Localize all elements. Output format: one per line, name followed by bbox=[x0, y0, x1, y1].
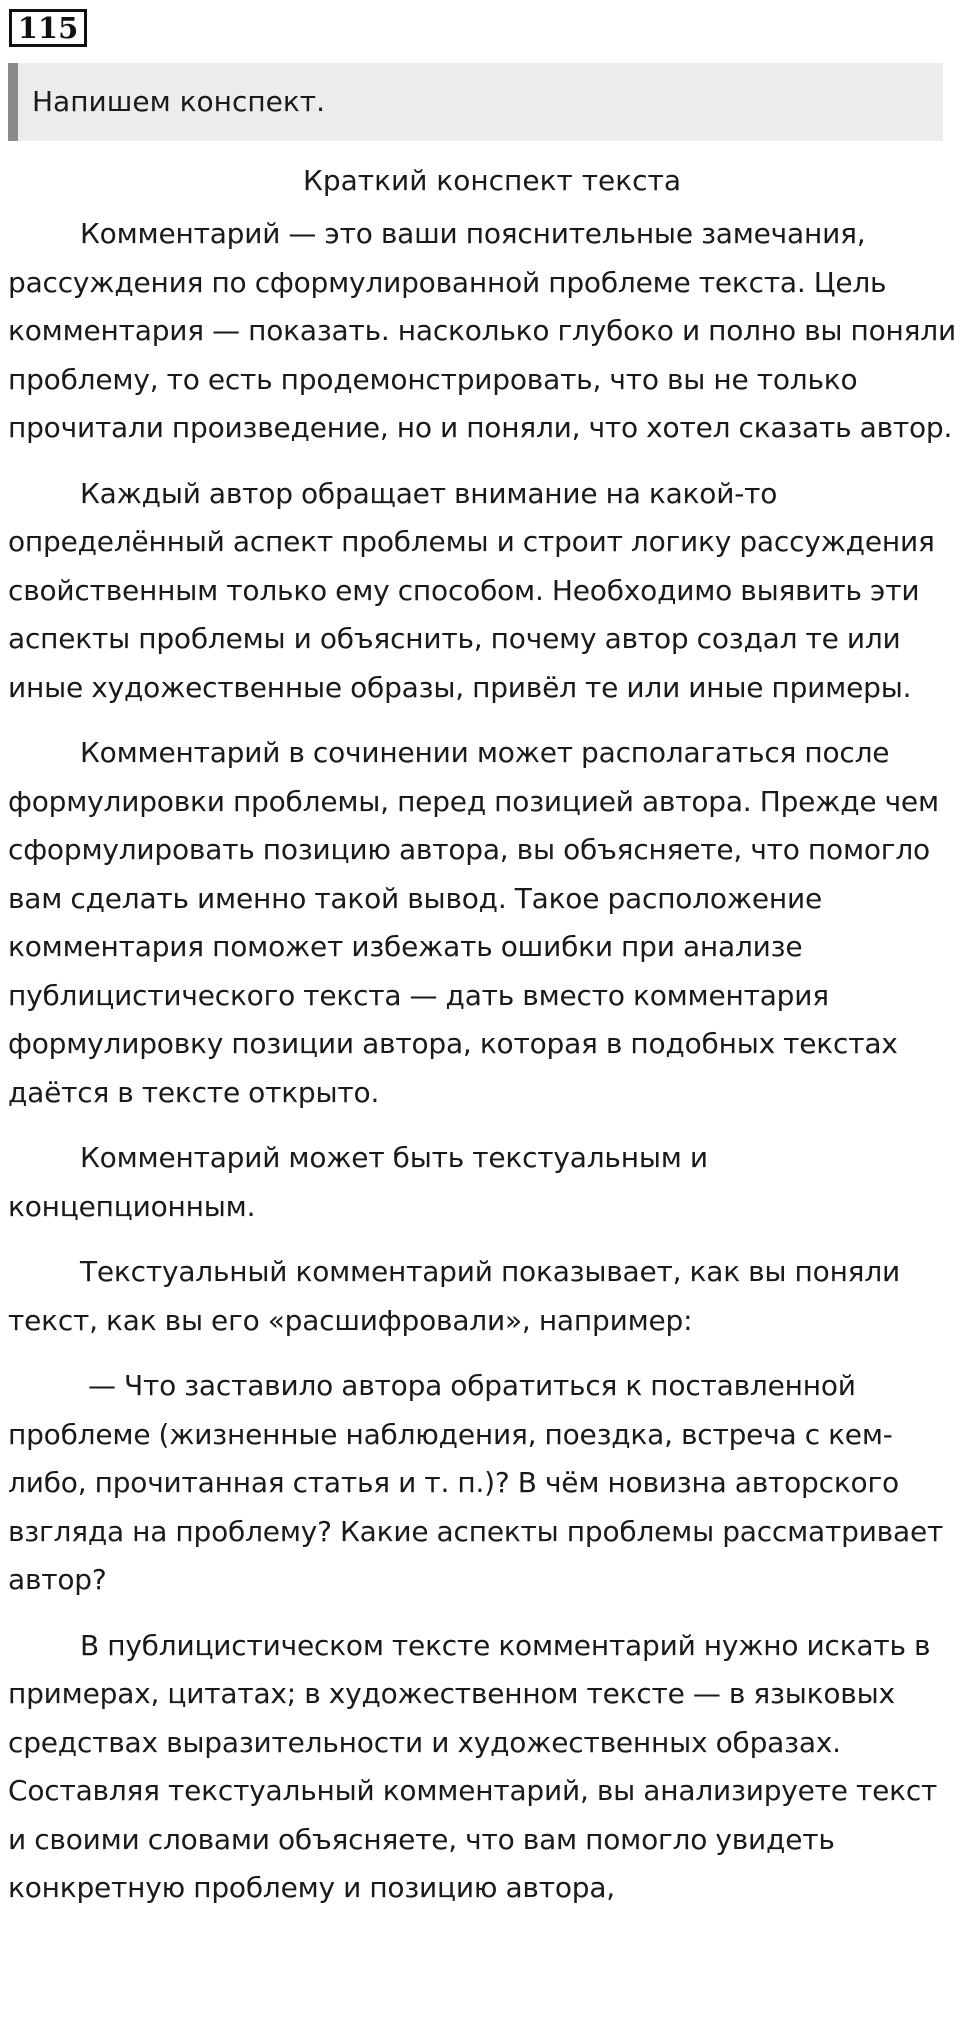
paragraph: Комментарий — это ваши пояснительные замечания, рассуждения по сформулированной проблеме текста. Цель комментария — показать. насколько глубоко и полно вы поняли проблему, то есть продемонстрировать, что вы не только прочитали произведение, но и поняли, что хотел сказать автор. bbox=[8, 217, 956, 444]
paragraph: Текстуальный комментарий показывает, как вы поняли текст, как вы его «расшифровали», например: bbox=[8, 1255, 901, 1337]
paragraph: Комментарий может быть текстуальным и концепционным. bbox=[8, 1141, 708, 1223]
paragraph: Комментарий в сочинении может располагаться после формулировки проблемы, перед позицией автора. Прежде чем сформулировать позицию автора, вы объясняете, что помогло вам сделать именно такой вывод. Такое расположение комментария поможет избежать ошибки при анализе публицистического текста — дать вместо комментария формулировку позиции автора, которая в подобных текстах даётся в тексте открыто. bbox=[8, 736, 939, 1109]
question-paragraph: — Что заставило автора обратиться к поставленной проблеме (жизненные наблюдения, поездка, встреча с кем-либо, прочитанная статья и т. п.)? В чём новизна авторского взгляда на проблему? Какие аспекты проблемы рассматривает автор? bbox=[8, 1369, 944, 1596]
task-instruction: Напишем конспект. bbox=[8, 63, 943, 141]
document-body bbox=[8, 157, 956, 1930]
paragraph: В публицистическом тексте комментарий нужно искать в примерах, цитатах; в художественном тексте — в языковых средствах выразительности и художественных образах. Составляя текстуальный комментарий, вы анализируете текст и своими словами объясняете, что вам помогло увидеть конкретную проблему и позицию автора, bbox=[8, 1628, 938, 1904]
paragraph: Каждый автор обращает внимание на какой-то определённый аспект проблемы и строит логику рассуждения свойственным только ему способом. Необходимо выявить эти аспекты проблемы и объяснить, почему автор создал те или иные художественные образы, привёл те или иные примеры. bbox=[8, 476, 935, 704]
task-number: 115 bbox=[9, 9, 87, 47]
section-heading: Краткий конспект текста bbox=[302, 164, 682, 197]
